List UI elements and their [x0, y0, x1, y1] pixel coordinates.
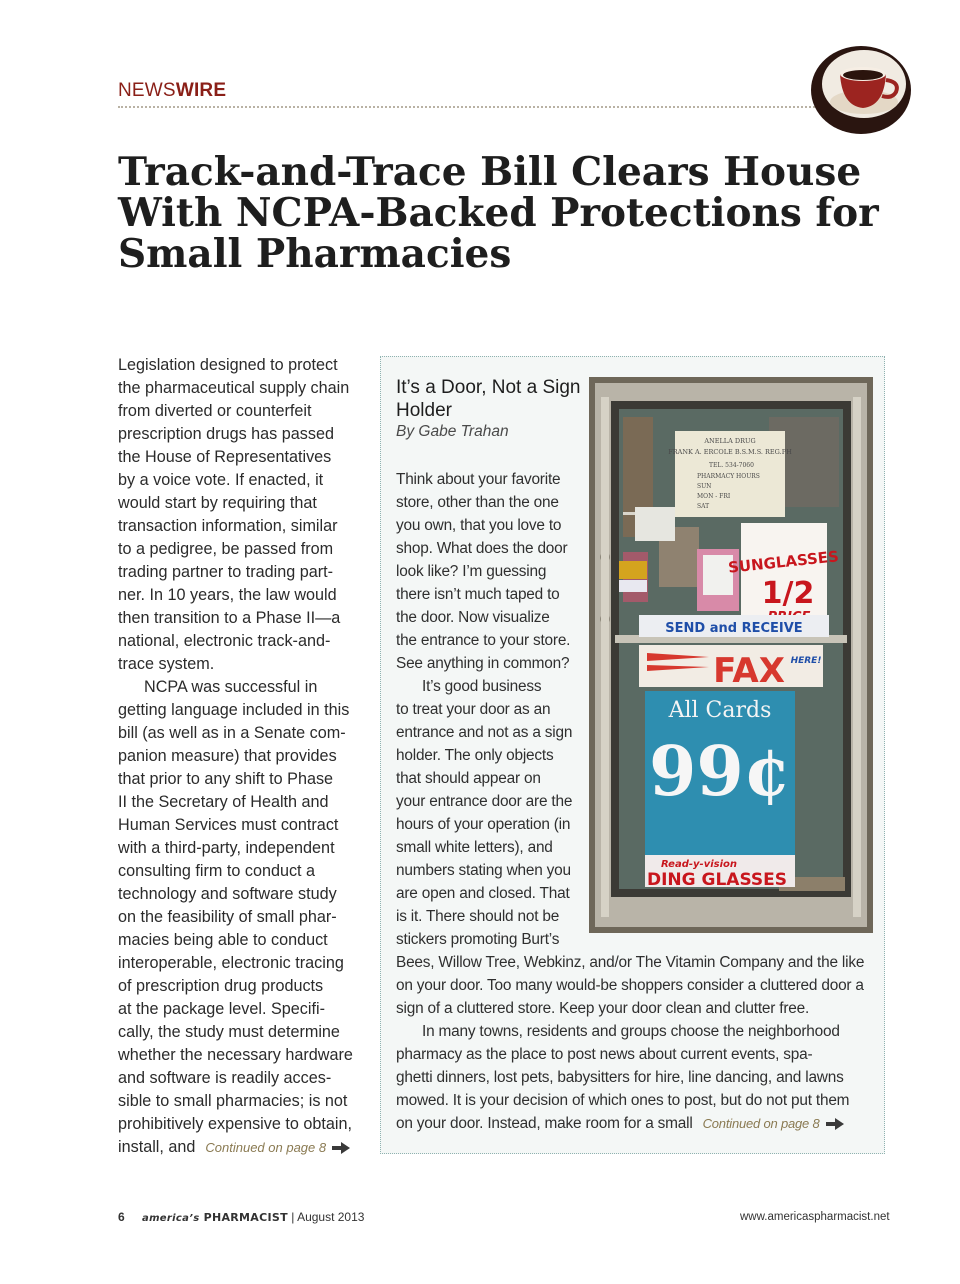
magazine-name [142, 1211, 288, 1224]
sidebar-line: hours of your operation (in [396, 816, 571, 833]
fax-here-sign: HERE! [790, 656, 822, 666]
sidebar-line: entrance and not as a sign [396, 724, 573, 741]
issue-date: August 2013 [297, 1210, 365, 1224]
body-line: whether the necessary hardware [118, 1046, 353, 1064]
body-line: sible to small pharmacies; is not [118, 1092, 348, 1110]
body-line: prohibitively expensive to obtain, [118, 1115, 352, 1133]
body-line: cally, the study must determine [118, 1023, 340, 1041]
body-line: from diverted or counterfeit [118, 402, 312, 420]
sidebar-line: Bees, Willow Tree, Webkinz, and/or The Vitamin Company and the like [396, 954, 865, 971]
body-line: getting language included in this [118, 701, 350, 719]
article-paragraph [118, 676, 363, 1159]
reading-sign: Read-y-vision [660, 859, 738, 870]
sidebar-line: are open and closed. That [396, 885, 570, 902]
sidebar-line: shop. What does the door [396, 540, 568, 557]
hours-sign-line: MON - FRI [697, 493, 731, 500]
sidebar-line: numbers stating when you [396, 862, 571, 879]
section-label-bold: WIRE [175, 80, 227, 101]
body-line: NCPA was successful in [144, 678, 318, 696]
body-line: of prescription drug products [118, 977, 324, 995]
footer-separator: | [291, 1210, 295, 1224]
body-line: and software is readily acces- [118, 1069, 332, 1087]
sidebar-line: small white letters), and [396, 839, 553, 856]
body-line: ner. In 10 years, the law would [118, 586, 337, 604]
sidebar-line: pharmacy as the place to post news about current events, spa- [396, 1046, 813, 1063]
hours-sign-line: SAT [697, 503, 710, 510]
section-label [118, 80, 226, 102]
body-line: with a third-party, independent [118, 839, 335, 857]
headline-line: Track-and-Trace Bill Clears House [118, 149, 862, 195]
body-line: prescription drugs has passed [118, 425, 334, 443]
sidebar-line: See anything in common? [396, 655, 570, 672]
body-line: national, electronic track-and- [118, 632, 331, 650]
sidebar-line: your entrance door are the [396, 793, 573, 810]
page-number: 6 [118, 1210, 125, 1224]
sidebar-line: the entrance to your store. [396, 632, 571, 649]
continued-link[interactable]: Continued on page 8 [205, 1140, 327, 1155]
arrow-right-icon [826, 1118, 844, 1130]
body-line: panion measure) that provides [118, 747, 337, 765]
body-line: then transition to a Phase II—a [118, 609, 341, 627]
sidebar-line: on your door. Instead, make room for a small [396, 1115, 693, 1132]
body-line-last [118, 1136, 363, 1159]
door-photo [589, 377, 873, 933]
all-cards-sign: All Cards [668, 698, 772, 723]
magazine-name-small: america’s [142, 1213, 200, 1224]
sidebar-line: store, other than the one [396, 494, 559, 511]
hours-sign-line: TEL. 534-7060 [709, 462, 754, 469]
sidebar-line: In many towns, residents and groups choose the neighborhood [422, 1023, 840, 1040]
body-line: install, and [118, 1138, 196, 1156]
body-line: technology and software study [118, 885, 337, 903]
sidebar-line: you own, that you love to [396, 517, 562, 534]
section-label-light: NEWS [118, 80, 176, 101]
sidebar-line: look like? I’m guessing [396, 563, 547, 580]
body-line: the House of Representatives [118, 448, 332, 466]
hours-sign-line: FRANK A. ERCOLE B.S.M.S. REG.PH [668, 448, 792, 456]
footer-left [118, 1210, 364, 1224]
magazine-name-big: PHARMACIST [203, 1211, 288, 1224]
sidebar-line: ghetti dinners, lost pets, babysitters for hire, line dancing, and lawns [396, 1069, 844, 1086]
article-paragraph [118, 354, 363, 676]
sunglasses-sign: SUNGLASSES [727, 547, 840, 577]
fax-sign: FAX [713, 651, 785, 691]
body-line: on the feasibility of small phar- [118, 908, 337, 926]
body-line: transaction information, similar [118, 517, 338, 535]
article-body [118, 354, 363, 1159]
sidebar-box [380, 356, 885, 1154]
sidebar-line: Think about your favorite [396, 471, 561, 488]
sidebar-line: to treat your door as an [396, 701, 551, 718]
website-link[interactable]: www.americaspharmacist.net [740, 1211, 890, 1223]
body-line: Human Services must contract [118, 816, 339, 834]
sidebar-title: It’s a Door, Not a Sign Holder [396, 377, 581, 421]
sidebar-line: holder. The only objects [396, 747, 554, 764]
sidebar-line: that should appear on [396, 770, 541, 787]
hours-sign-line: SUN [697, 483, 712, 490]
arrow-right-icon [332, 1142, 350, 1154]
sidebar-byline: By Gabe Trahan [396, 423, 509, 440]
headline [118, 149, 879, 277]
body-line: macies being able to conduct [118, 931, 328, 949]
dotted-rule [118, 106, 818, 108]
body-line: by a voice vote. If enacted, it [118, 471, 324, 489]
cents-sign: 99¢ [649, 732, 791, 812]
half-price-sign: 1/2 [761, 576, 815, 611]
coffee-cup-icon [808, 44, 914, 134]
hours-sign-line: ANELLA DRUG [704, 437, 756, 445]
body-line: at the package level. Specifi- [118, 1000, 325, 1018]
glasses-sign: DING GLASSES [646, 870, 788, 890]
body-line: Legislation designed to protect [118, 356, 338, 374]
sidebar-line: mowed. It is your decision of which ones to post, but do not put them [396, 1092, 850, 1109]
body-line: II the Secretary of Health and [118, 793, 329, 811]
sidebar-line-last [396, 1112, 876, 1135]
body-line: the pharmaceutical supply chain [118, 379, 350, 397]
sidebar-line: on your door. Too many would-be shoppers consider a cluttered door a [396, 977, 864, 994]
body-line: that prior to any shift to Phase [118, 770, 334, 788]
sidebar-line: is it. There should not be [396, 908, 560, 925]
send-receive-sign: SEND and RECEIVE [665, 621, 803, 636]
body-line: interoperable, electronic tracing [118, 954, 344, 972]
sidebar-paragraph [396, 1020, 876, 1135]
sidebar-line: the door. Now visualize [396, 609, 550, 626]
body-line: trading partner to trading part- [118, 563, 334, 581]
sidebar-line: there isn’t much taped to [396, 586, 560, 603]
body-line: would start by requiring that [118, 494, 317, 512]
hours-sign-line: PHARMACY HOURS [697, 473, 760, 480]
sidebar-line: stickers promoting Burt’s [396, 931, 560, 948]
continued-link[interactable]: Continued on page 8 [702, 1116, 820, 1131]
headline-line: With NCPA-Backed Protections for [118, 190, 879, 236]
body-line: bill (as well as in a Senate com- [118, 724, 346, 742]
body-line: to a pedigree, be passed from [118, 540, 334, 558]
headline-line: Small Pharmacies [118, 231, 512, 277]
body-line: trace system. [118, 655, 215, 673]
sidebar-line: sign of a cluttered store. Keep your door clean and clutter free. [396, 1000, 810, 1017]
sidebar-line: It’s good business [422, 678, 542, 695]
body-line: consulting firm to conduct a [118, 862, 316, 880]
